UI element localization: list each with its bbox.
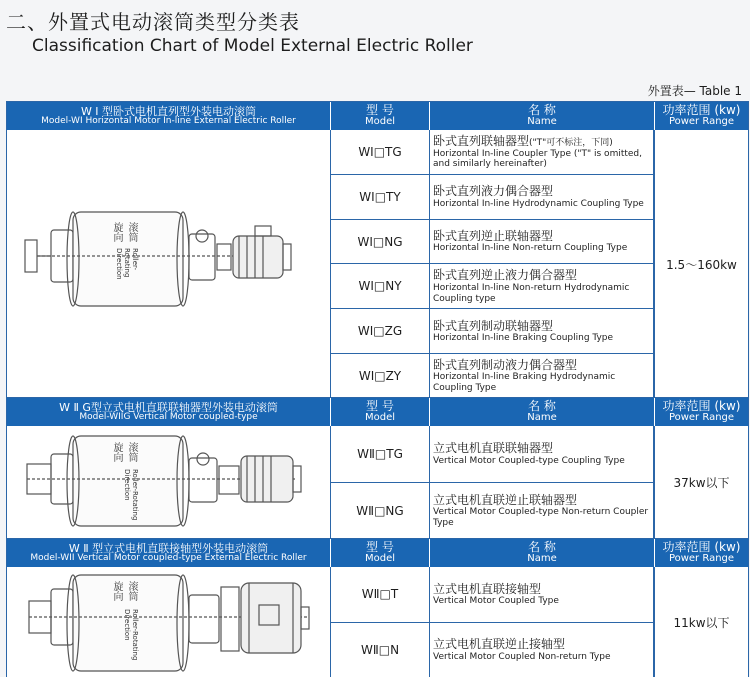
section-title-en: Model-WII Vertical Motor coupled-type External Electric Roller (30, 553, 307, 564)
page-title-cn: 二、外置式电动滚筒类型分类表 (6, 10, 300, 34)
power-header-en: Power Range (668, 116, 735, 128)
model-code: WⅡ□TG (331, 426, 430, 482)
rotation-label (99, 222, 139, 298)
model-header-cn: 型 号 (366, 540, 394, 555)
power-range: 11kw以下 (654, 567, 748, 677)
name-header-cn: 名 称 (528, 399, 556, 414)
model-header-en: Model (364, 553, 396, 565)
model-header-cn: 型 号 (366, 103, 394, 118)
model-code: WⅠ□NY (331, 264, 430, 308)
name-header-cn: 名 称 (528, 540, 556, 555)
name-header-en: Name (527, 116, 557, 128)
power-header-cn: 功率范围 (kw) (662, 399, 741, 414)
page-title-en: Classification Chart of Model External Electric Roller (32, 36, 473, 56)
model-code: WⅠ□ZY (331, 354, 430, 398)
type-name-en: Vertical Motor Coupled Non-return Type (433, 651, 611, 662)
power-header-en: Power Range (668, 412, 735, 424)
type-name-en: Vertical Motor Coupled-type Non-return Coupler Type (433, 507, 649, 529)
table-label: 外置表— Table 1 (647, 84, 742, 98)
section-title-cn: W Ⅱ 型立式电机直联接轴型外装电动滚筒 (68, 541, 269, 555)
roller-diagram (7, 130, 331, 398)
type-name-cn: 卧式直列制动联轴器型 (433, 318, 554, 333)
section-wii (6, 538, 749, 677)
type-name-cn: 卧式直列逆止液力偶合器型 (433, 268, 578, 283)
power-range: 1.5～160kw (654, 130, 748, 398)
model-code: WⅠ□NG (331, 220, 430, 264)
type-name-en: Horizontal In-line Non-return Hydrodynamic Coupling type (433, 282, 630, 304)
section-header (7, 102, 748, 130)
name-header-en: Name (527, 412, 557, 424)
type-name-cn: 卧式直列液力偶合器型 (433, 184, 554, 199)
rotation-label-cn: 滚筒旋向 (111, 581, 137, 601)
roller-diagram (7, 567, 331, 677)
model-code: WⅠ□ZG (331, 309, 430, 353)
type-name-cn: 卧式直列逆止联轴器型 (433, 228, 554, 243)
name-header-cn: 名 称 (528, 103, 556, 118)
type-name-cn: 立式电机直联逆止联轴器型 (433, 493, 578, 507)
type-name-en: Horizontal In-line Coupler Type ("T" is omitted, and similarly hereinafter) (433, 148, 643, 170)
model-header-en: Model (364, 412, 396, 424)
rotation-label-en: Roller-Rotating Direction (115, 247, 139, 280)
type-name-en: Horizontal In-line Braking Coupling Type (433, 333, 614, 344)
model-code: WⅡ□T (331, 567, 430, 622)
power-header-en: Power Range (668, 553, 735, 565)
section-title-cn: W Ⅱ G型立式电机直联联轴器型外装电动滚筒 (59, 400, 278, 414)
section-wi (6, 101, 749, 399)
rotation-label-en: Roller-Rotating Direction (123, 609, 139, 661)
type-name-en: Vertical Motor Coupled-type Coupling Type (433, 455, 625, 466)
model-code: WⅡ□N (331, 623, 430, 677)
type-name-en: Vertical Motor Coupled Type (433, 596, 559, 607)
type-name-cn: 卧式直列制动液力偶合器型 (433, 358, 578, 373)
model-header-en: Model (364, 116, 396, 128)
type-name-en: Horizontal In-line Braking Hydrodynamic Coupling Type (433, 372, 616, 394)
rotation-label (99, 442, 139, 522)
model-code: WⅡ□NG (331, 483, 430, 539)
type-name-en: Horizontal In-line Hydrodynamic Coupling Type (433, 198, 644, 209)
type-name-cn: 立式电机直联逆止接轴型 (433, 637, 566, 652)
section-title-cn: W Ⅰ 型卧式电机直列型外装电动滚筒 (80, 104, 257, 118)
type-name-cn: 立式电机直联联轴器型 (433, 441, 554, 456)
power-header-cn: 功率范围 (kw) (662, 540, 741, 555)
model-code: WⅠ□TY (331, 175, 430, 219)
rotation-label-cn: 滚筒旋向 (111, 222, 137, 242)
power-range: 37kw以下 (654, 426, 748, 539)
omission-note: ("T"可不标注，下同) (529, 137, 613, 148)
type-name-cn: 立式电机直联接轴型 (433, 581, 542, 596)
rotation-label-en: Roller-Rotating Direction (123, 468, 139, 521)
rotation-label-cn: 滚筒旋向 (111, 442, 137, 462)
name-header-en: Name (527, 553, 557, 565)
model-code: WⅠ□TG (331, 130, 430, 174)
rotation-label (99, 581, 139, 665)
section-header (7, 398, 748, 426)
power-header-cn: 功率范围 (kw) (662, 103, 741, 118)
section-wiig (6, 397, 749, 540)
model-header-cn: 型 号 (366, 399, 394, 414)
type-name-en: Horizontal In-line Non-return Coupling Type (433, 243, 628, 254)
roller-diagram (7, 426, 331, 539)
type-name-cn: 卧式直列联轴器型("T"可不标注，下同) (433, 133, 613, 148)
section-header (7, 539, 748, 567)
section-title-en: Model-WIIG Vertical Motor coupled-type (79, 412, 258, 423)
section-title-en: Model-WI Horizontal Motor In-line External Electric Roller (41, 116, 296, 127)
